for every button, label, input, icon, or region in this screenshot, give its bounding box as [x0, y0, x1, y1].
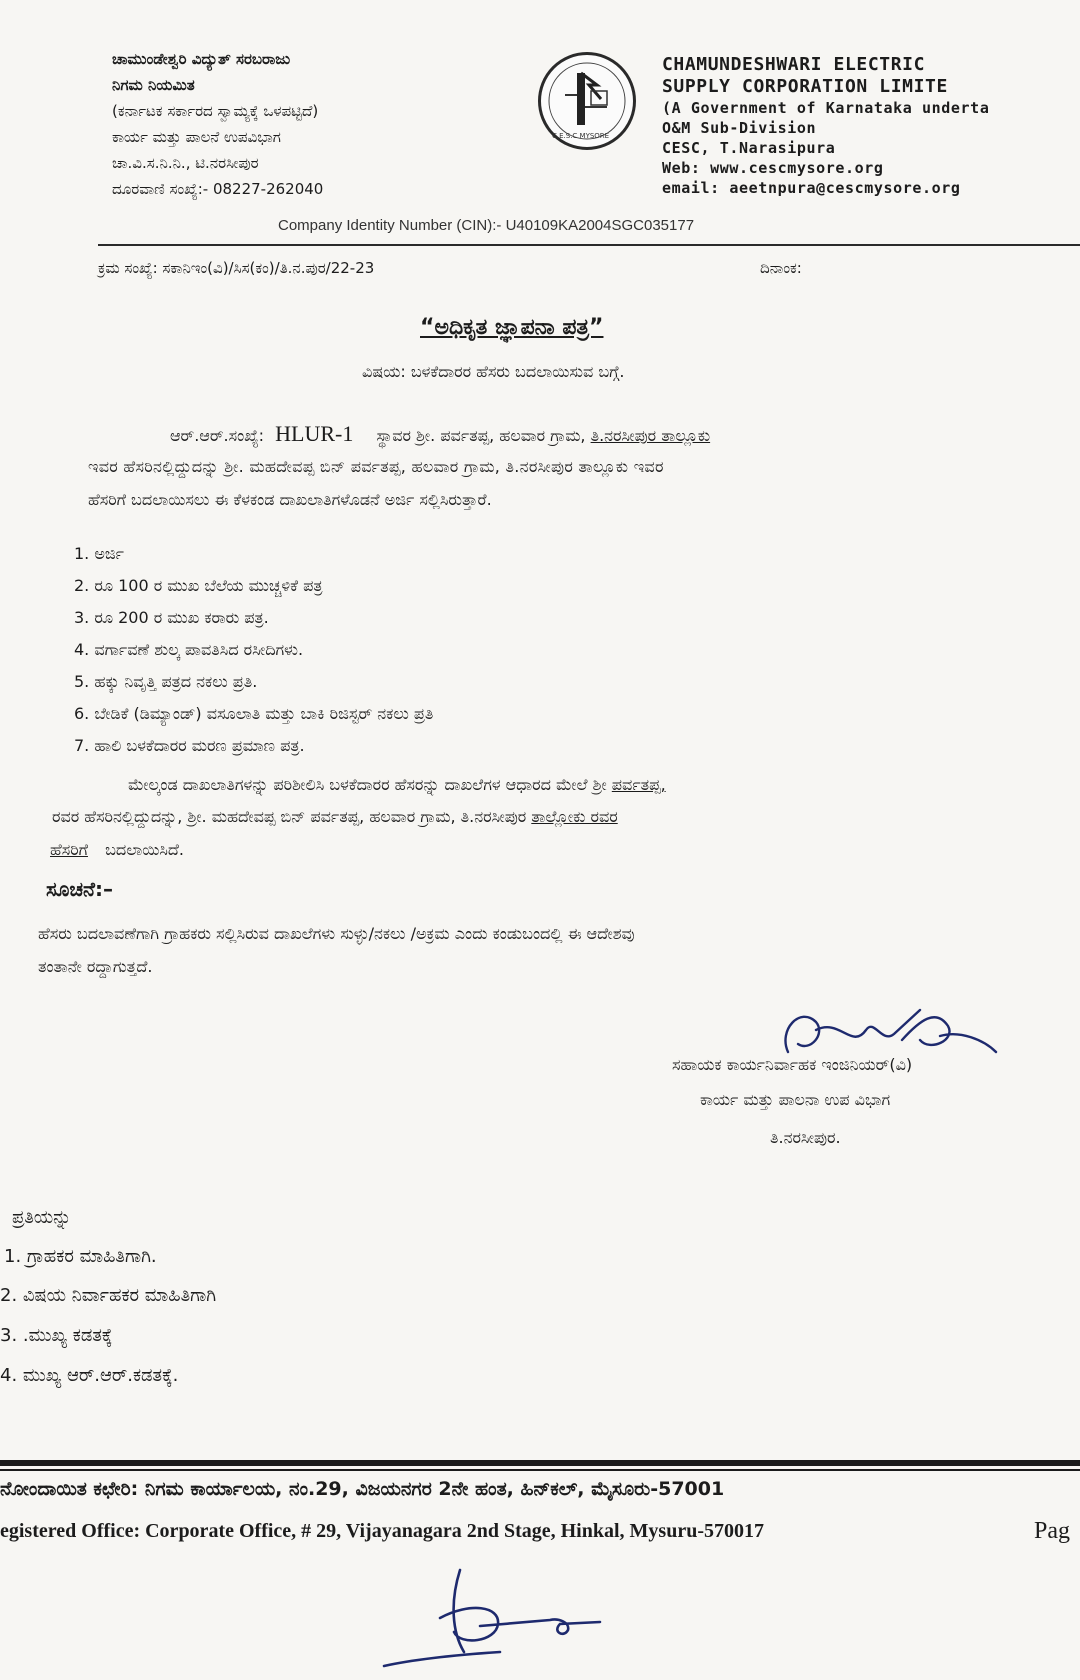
header-divider	[98, 244, 1080, 246]
counter-signature	[380, 1562, 640, 1672]
list-item: 7. ಹಾಲಿ ಬಳಕೆದಾರರ ಮರಣ ಪ್ರಮಾಣ ಪತ್ರ.	[74, 736, 305, 755]
org-govt-kannada: (ಕರ್ನಾಟಕ ಸರ್ಕಾರದ ಸ್ವಾಮ್ಯಕ್ಕೆ ಒಳಪಟ್ಟಿದೆ)	[112, 102, 319, 120]
para2-line1-text: ಮೇಲ್ಕಂಡ ದಾಖಲಾತಿಗಳನ್ನು ಪರಿಶೀಲಿಸಿ ಬಳಕೆದಾರರ ಹೆಸರನ್ನು ದಾಖಲೆಗಳ ಆಧಾರದ ಮೇಲೆ ಶ್ರೀ	[128, 775, 607, 794]
org-email: email: aeetnpura@cescmysore.org	[662, 179, 961, 197]
para1-line3: ಹೆಸರಿಗೆ ಬದಲಾಯಿಸಲು ಈ ಕೆಳಕಂಡ ದಾಖಲಾತಿಗಳೊಡನೆ ಅರ್ಜಿ ಸಲ್ಲಿಸಿರುತ್ತಾರೆ.	[88, 490, 492, 509]
para2-name: ಪರ್ವತಪ್ಪ,	[611, 775, 666, 794]
list-item: 2. ರೂ 100 ರ ಮುಖ ಬೆಲೆಯ ಮುಚ್ಚಳಿಕೆ ಪತ್ರ	[74, 576, 323, 595]
note-line1: ಹೆಸರು ಬದಲಾವಣೆಗಾಗಿ ಗ್ರಾಹಕರು ಸಲ್ಲಿಸಿರುವ ದಾಖಲೆಗಳು ಸುಳ್ಳು/ನಕಲು /ಅಕ್ರಮ ಎಂದು ಕಂಡುಬಂದಲ್ಲಿ ಈ ಆದೇಶವು	[38, 924, 635, 943]
date-label: ದಿನಾಂಕ:	[760, 259, 802, 277]
page-number-label: Pag	[1034, 1518, 1070, 1544]
org-phone-kannada: ದೂರವಾಣಿ ಸಂಖ್ಯೆ:- 08227-262040	[112, 180, 324, 198]
org-website: Web: www.cescmysore.org	[662, 159, 884, 177]
footer-divider-thin	[0, 1469, 1080, 1471]
note-heading: ಸೂಚನೆ:–	[46, 877, 113, 901]
para1-line1-text: ಸ್ಥಾವರ ಶ್ರೀ. ಪರ್ವತಪ್ಪ, ಹಲವಾರ ಗ್ರಾಮ,	[376, 426, 586, 445]
company-cin: Company Identity Number (CIN):- U40109KA2004SGC035177	[278, 217, 695, 234]
org-name-english-line1: CHAMUNDESHWARI ELECTRIC	[662, 54, 926, 75]
org-division-kannada: ಕಾರ್ಯ ಮತ್ತು ಪಾಲನೆ ಉಪವಿಭಾಗ	[112, 128, 281, 146]
para2-line3-underlined: ಹೆಸರಿಗೆ	[50, 840, 88, 859]
list-item: 2. ವಿಷಯ ನಿರ್ವಾಹಕರ ಮಾಹಿತಿಗಾಗಿ	[0, 1285, 217, 1306]
signatory-designation: ಸಹಾಯಕ ಕಾರ್ಯನಿರ್ವಾಹಕ ಇಂಜಿನಿಯರ್(ವಿ)	[672, 1055, 913, 1074]
signatory-division: ಕಾರ್ಯ ಮತ್ತು ಪಾಲನಾ ಉಪ ವಿಭಾಗ	[700, 1090, 891, 1109]
org-office-english: CESC, T.Narasipura	[662, 139, 836, 157]
para1-taluk: ತಿ.ನರಸೀಪುರ ತಾಲ್ಲೂಕು	[590, 426, 711, 445]
header-kannada-block	[112, 46, 323, 202]
list-item: 4. ಮುಖ್ಯ ಆರ್.ಆರ್.ಕಡತಕ್ಕೆ.	[0, 1365, 179, 1386]
para2-line2-text: ರವರ ಹೆಸರಿನಲ್ಲಿದ್ದುದನ್ನು, ಶ್ರೀ. ಮಹದೇವಪ್ಪ ಬಿನ್ ಪರ್ವತಪ್ಪ, ಹಲವಾರ ಗ್ರಾಮ, ತಿ.ನರಸೀಪುರ	[52, 807, 527, 826]
para1-line2: ಇವರ ಹೆಸರಿನಲ್ಲಿದ್ದುದನ್ನು ಶ್ರೀ. ಮಹದೇವಪ್ಪ ಬಿನ್ ಪರ್ವತಪ್ಪ, ಹಲವಾರ ಗ್ರಾಮ, ತಿ.ನರಸೀಪುರ ತಾಲ್ಲೂಕು ಇವರ	[88, 457, 664, 476]
rr-number: HLUR-1	[275, 421, 354, 446]
memo-title: “ಅಧಿಕೃತ ಜ್ಞಾಪನಾ ಪತ್ರ”	[420, 315, 604, 340]
rr-label: ಆರ್.ಆರ್.ಸಂಖ್ಯೆ:	[170, 426, 265, 445]
reference-number: ಕ್ರಮ ಸಂಖ್ಯೆ: ಸಕಾನಿಇಂ(ವಿ)/ಸಿಸ(ಕಂ)/ತಿ.ನ.ಪುರ/22-23	[98, 259, 375, 277]
org-division-english: O&M Sub-Division	[662, 119, 817, 137]
para2-line2	[52, 800, 618, 834]
para2-line3	[50, 833, 184, 867]
copies-heading: ಪ್ರತಿಯನ್ನು	[12, 1207, 72, 1228]
footer-divider-thick	[0, 1460, 1080, 1466]
logo-label: C.E.S.C MYSORE	[552, 132, 610, 140]
list-item: 6. ಬೇಡಿಕೆ (ಡಿಮ್ಯಾಂಡ್) ವಸೂಲಾತಿ ಮತ್ತು ಬಾಕಿ ರಿಜಿಸ್ಟರ್ ನಕಲು ಪ್ರತಿ	[74, 704, 434, 723]
para1-line1	[170, 417, 710, 453]
para2-line3-text: ಬದಲಾಯಿಸಿದೆ.	[105, 840, 184, 859]
footer-registered-office-english: egistered Office: Corporate Office, # 29, Vijayanagara 2nd Stage, Hinkal, Mysuru-570017	[0, 1520, 764, 1542]
footer-registered-office-kannada: ನೋಂದಾಯಿತ ಕಛೇರಿ: ನಿಗಮ ಕಾರ್ಯಾಲಯ, ನಂ.29, ವಿಜಯನಗರ 2ನೇ ಹಂತ, ಹಿನ್‌ಕಲ್, ಮೈಸೂರು-57001	[0, 1478, 725, 1500]
para2-line1	[128, 768, 666, 802]
org-govt-english: (A Government of Karnataka underta	[662, 99, 990, 117]
header-english-block	[662, 54, 989, 198]
org-name-kannada-line1: ಚಾಮುಂಡೇಶ್ವರಿ ವಿದ್ಯುತ್ ಸರಬರಾಜು	[112, 50, 291, 68]
list-item: 5. ಹಕ್ಕು ನಿವೃತ್ತಿ ಪತ್ರದ ನಕಲು ಪ್ರತಿ.	[74, 672, 258, 691]
list-item: 4. ವರ್ಗಾವಣೆ ಶುಲ್ಕ ಪಾವತಿಸಿದ ರಸೀದಿಗಳು.	[74, 640, 304, 659]
list-item: 3. ರೂ 200 ರ ಮುಖ ಕರಾರು ಪತ್ರ.	[74, 608, 269, 627]
memo-subject: ವಿಷಯ: ಬಳಕೆದಾರರ ಹೆಸರು ಬದಲಾಯಿಸುವ ಬಗ್ಗೆ.	[362, 362, 625, 381]
note-line2: ತಂತಾನೇ ರದ್ದಾಗುತ್ತದೆ.	[38, 957, 153, 976]
org-name-kannada-line2: ನಿಗಮ ನಿಯಮಿತ	[112, 76, 195, 94]
org-office-kannada: ಚಾ.ವಿ.ಸ.ನಿ.ನಿ., ಟಿ.ನರಸೀಪುರ	[112, 154, 259, 172]
list-item: 3. .ಮುಖ್ಯ ಕಡತಕ್ಕೆ	[0, 1325, 113, 1346]
list-item: 1. ಗ್ರಾಹಕರ ಮಾಹಿತಿಗಾಗಿ.	[4, 1246, 157, 1267]
documents-list	[74, 538, 433, 762]
list-item: 1. ಅರ್ಜಿ	[74, 544, 124, 563]
para2-taluk: ತಾಲ್ಲೋಕು ರವರ	[531, 807, 618, 826]
signatory-place: ತಿ.ನರಸೀಪುರ.	[770, 1128, 841, 1147]
org-name-english-line2: SUPPLY CORPORATION LIMITE	[662, 76, 948, 97]
